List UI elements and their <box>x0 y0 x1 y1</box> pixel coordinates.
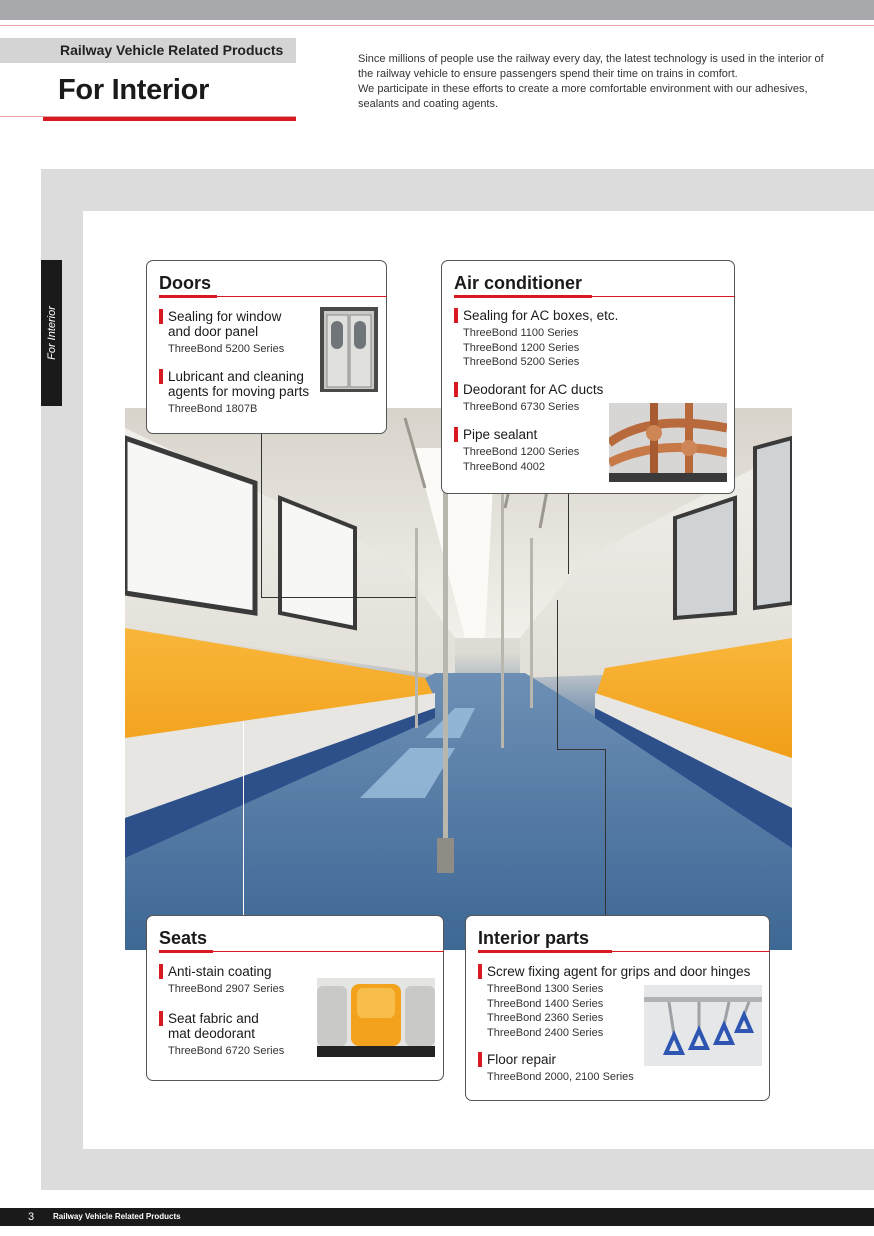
product-list <box>454 326 724 370</box>
item-title-line: Screw fixing agent for grips and door hinges <box>487 964 751 979</box>
page-title: For Interior <box>58 74 210 106</box>
air-conditioner-title-underline <box>454 295 592 298</box>
interior-parts-connector <box>557 749 605 750</box>
interior-parts-connector <box>557 600 558 750</box>
intro-line: sealants and coating agents. <box>358 98 499 110</box>
seat-thumbnail <box>317 978 435 1057</box>
ac-connector <box>568 494 569 574</box>
interior-parts-title-rule <box>612 951 770 952</box>
item-title-line: Lubricant and cleaning <box>168 369 304 384</box>
item-title <box>159 369 329 399</box>
doors-connector <box>261 597 416 598</box>
item-title-line: agents for moving parts <box>168 384 310 399</box>
interior-parts-callout <box>465 915 770 1101</box>
intro-line: We participate in these efforts to create a more comfortable environment with our adhesives, <box>358 83 808 95</box>
item-title-line: mat deodorant <box>168 1026 256 1041</box>
product-name: ThreeBond 6730 Series <box>463 401 580 413</box>
product-name: ThreeBond 1400 Series <box>487 997 604 1010</box>
hand-grips-thumbnail <box>644 985 762 1066</box>
interior-parts-title-underline <box>478 950 612 953</box>
top-gray-bar <box>0 0 874 20</box>
item-title <box>454 308 724 323</box>
seats-title-underline <box>159 950 213 953</box>
doors-title-underline <box>159 295 217 298</box>
product-name: ThreeBond 1300 Series <box>487 983 604 995</box>
item-title <box>478 964 768 979</box>
product-name: ThreeBond 1100 Series <box>463 327 579 339</box>
air-conditioner-item-1 <box>454 308 724 370</box>
air-conditioner-title: Air conditioner <box>454 273 583 293</box>
item-title-line: Seat fabric and <box>168 1011 259 1026</box>
interior-parts-title: Interior parts <box>478 928 590 948</box>
item-title <box>159 964 319 979</box>
product-name: ThreeBond 2907 Series <box>168 983 285 995</box>
product-name: ThreeBond 1807B <box>168 403 258 415</box>
product-name: ThreeBond 4002 <box>463 460 545 473</box>
item-title <box>454 427 604 442</box>
product-name: ThreeBond 1200 Series <box>463 341 580 354</box>
seats-item-1 <box>159 964 319 997</box>
air-conditioner-item-3 <box>454 427 604 474</box>
air-conditioner-callout <box>441 260 735 494</box>
item-title <box>159 309 309 339</box>
side-tab-label: For Interior <box>45 306 58 360</box>
air-conditioner-title-rule <box>592 296 735 297</box>
item-title-line: Sealing for window <box>168 309 282 324</box>
footer-title: Railway Vehicle Related Products <box>53 1212 181 1221</box>
doors-title-rule <box>217 296 387 297</box>
product-name: ThreeBond 2000, 2100 Series <box>487 1071 634 1083</box>
doors-item-1 <box>159 309 309 357</box>
item-title-line: and door panel <box>168 324 259 339</box>
doors-connector <box>261 434 262 598</box>
intro-line: the railway vehicle to ensure passengers spend their time on trains in comfort. <box>358 68 738 80</box>
train-door-thumbnail <box>320 307 378 392</box>
train-door-image <box>320 307 378 392</box>
title-red-underline <box>43 117 296 121</box>
product-name: ThreeBond 2400 Series <box>487 1026 604 1039</box>
item-title-line: Anti-stain coating <box>168 964 272 979</box>
interior-parts-connector <box>605 749 606 916</box>
doors-callout <box>146 260 387 434</box>
product-list <box>454 445 604 474</box>
intro-line: Since millions of people use the railway every day, the latest technology is used in the interior of <box>358 53 824 65</box>
intro-paragraph <box>358 52 858 112</box>
product-name: ThreeBond 1200 Series <box>463 446 580 458</box>
seats-callout <box>146 915 444 1081</box>
hand-grips-image <box>644 985 762 1066</box>
seat-image <box>317 978 435 1057</box>
product-name: ThreeBond 2360 Series <box>487 1012 604 1024</box>
item-title-line: Sealing for AC boxes, etc. <box>463 308 619 323</box>
item-title-line: Pipe sealant <box>463 427 538 442</box>
side-tab <box>41 260 62 406</box>
doors-item-2 <box>159 369 329 417</box>
product-name: ThreeBond 5200 Series <box>463 356 580 368</box>
product-name: ThreeBond 5200 Series <box>168 343 285 355</box>
seats-title: Seats <box>159 928 208 948</box>
seats-title-rule <box>213 951 444 952</box>
seats-connector <box>243 722 244 916</box>
item-title-line: Floor repair <box>487 1052 557 1067</box>
page-footer <box>0 1208 874 1226</box>
item-title <box>454 382 724 397</box>
item-title <box>159 1011 319 1041</box>
copper-pipes-thumbnail <box>609 403 727 482</box>
doors-title: Doors <box>159 273 212 293</box>
copper-pipes-image <box>609 403 727 482</box>
seats-item-2 <box>159 1011 319 1059</box>
top-red-line <box>0 25 874 26</box>
product-name: ThreeBond 6720 Series <box>168 1045 285 1057</box>
page-number: 3 <box>28 1211 35 1223</box>
item-title-line: Deodorant for AC ducts <box>463 382 604 397</box>
category-label: Railway Vehicle Related Products <box>0 38 296 63</box>
